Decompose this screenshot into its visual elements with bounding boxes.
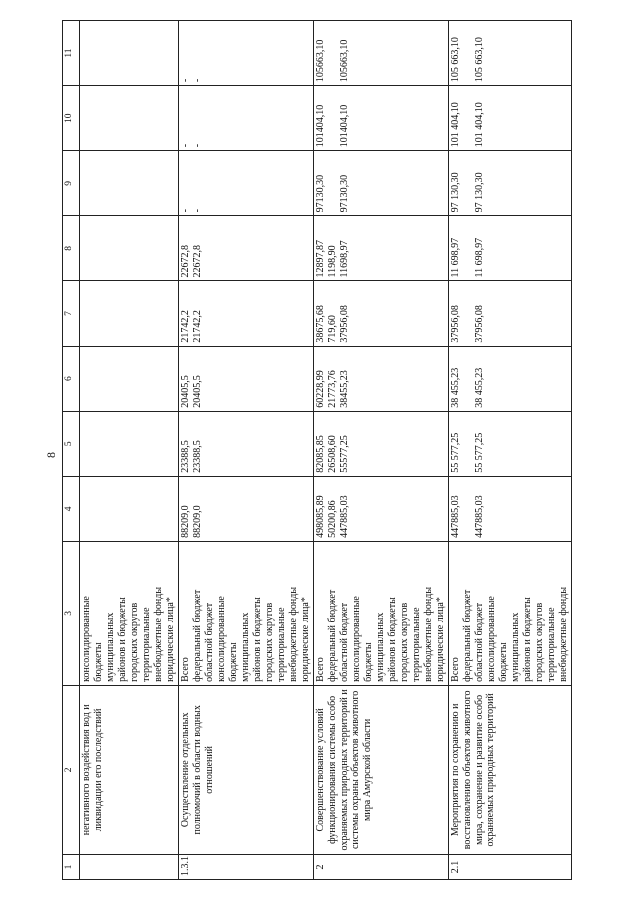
value-line: 38675,68	[315, 305, 326, 343]
value-cell	[449, 281, 572, 346]
column-header: 5	[63, 411, 80, 476]
value-line: -	[180, 143, 191, 148]
value-line: 22672,8	[180, 244, 191, 278]
value-cell	[80, 281, 179, 346]
budget-table	[62, 20, 572, 880]
funding-source-line: бюджеты	[498, 642, 509, 682]
funding-sources	[179, 541, 314, 685]
value-line: 21742,2	[192, 310, 203, 343]
value-line: 60228,99	[315, 370, 326, 408]
value-cell	[449, 151, 572, 216]
funding-source-line: внебюджетные фонды	[153, 586, 164, 682]
funding-source-line: районов и бюджеты	[252, 597, 263, 682]
funding-source-line: бюджеты	[93, 642, 104, 682]
funding-source-line: областной бюджет	[204, 602, 215, 682]
value-line: 101404,10	[315, 104, 326, 148]
value-cell	[80, 411, 179, 476]
value-line: 50200,86	[327, 500, 338, 538]
funding-sources	[80, 541, 179, 685]
value-line: 55 577,25	[450, 432, 461, 473]
funding-source-line: территориальные	[276, 607, 287, 682]
value-line: 38455,23	[339, 370, 350, 408]
value-cell	[80, 86, 179, 151]
value-line: 20405,5	[180, 375, 191, 408]
funding-source-line: муниципальных	[105, 612, 116, 682]
value-line: 88209,0	[180, 505, 191, 538]
value-line: -	[180, 209, 191, 213]
value-cell	[314, 216, 449, 281]
value-line	[462, 284, 474, 342]
funding-source-line: бюджеты	[228, 642, 239, 682]
value-line: 97 130,30	[474, 172, 485, 213]
value-line: 447885,03	[450, 495, 461, 538]
funding-source-line: Всего	[315, 657, 326, 682]
value-cell	[314, 21, 449, 86]
value-line: 38 455,23	[474, 367, 485, 408]
value-cell	[80, 476, 179, 541]
value-line: 105663,10	[315, 39, 326, 83]
value-line	[327, 154, 339, 212]
value-cell	[449, 476, 572, 541]
value-line	[327, 24, 339, 82]
funding-source-line: муниципальных	[375, 612, 386, 682]
value-line: 22672,8	[192, 244, 203, 278]
funding-source-line: консолидированные	[81, 596, 92, 682]
funding-source-line: городских округов	[534, 602, 545, 682]
value-cell	[80, 151, 179, 216]
value-cell	[179, 346, 314, 411]
value-cell	[80, 216, 179, 281]
value-line: -	[192, 78, 203, 83]
value-line	[462, 350, 474, 408]
funding-source-line: Всего	[450, 657, 461, 682]
value-line: 21773,76	[327, 370, 338, 408]
value-line: 21742,2	[180, 310, 191, 343]
value-line	[462, 219, 474, 277]
row-code: 2.1	[449, 854, 572, 879]
value-cell	[179, 411, 314, 476]
value-cell	[179, 216, 314, 281]
value-line: 447885,03	[339, 495, 350, 538]
funding-source-line: консолидированные	[486, 596, 497, 682]
funding-sources	[314, 541, 449, 685]
funding-source-line: федеральный бюджет	[462, 589, 473, 682]
header-row	[63, 21, 80, 880]
value-line: 101404,10	[339, 104, 350, 148]
column-header: 4	[63, 476, 80, 541]
funding-source-line: муниципальных	[240, 612, 251, 682]
funding-source-line: территориальные	[411, 607, 422, 682]
funding-source-line: областной бюджет	[474, 602, 485, 682]
value-line: 20405,5	[192, 375, 203, 408]
funding-source-line: муниципальных	[510, 612, 521, 682]
column-header: 2	[63, 685, 80, 854]
value-line: 101 404,10	[450, 102, 461, 148]
row-name: Совершенствование условий функционирования системы особо охраняемых природных территорий и системы охраны объектов животного мира Амурской области	[314, 685, 449, 854]
value-line: 55 577,25	[474, 432, 485, 473]
value-line: 37956,08	[450, 305, 461, 343]
value-cell	[314, 476, 449, 541]
value-line: 498085,89	[315, 495, 326, 538]
value-line	[462, 154, 474, 212]
value-line: 37956,08	[339, 305, 350, 343]
value-line	[327, 89, 339, 147]
value-cell	[449, 411, 572, 476]
rotated-table-wrapper	[62, 20, 622, 880]
funding-source-line: консолидированные	[216, 596, 227, 682]
value-line: 82085,85	[315, 435, 326, 473]
funding-source-line: консолидированные	[351, 596, 362, 682]
table-body	[80, 21, 572, 880]
value-line: 55577,25	[339, 435, 350, 473]
value-line	[462, 89, 474, 147]
funding-source-line: федеральный бюджет	[327, 589, 338, 682]
funding-source-line: юридические лица*	[435, 597, 446, 682]
value-line: 1198,90	[327, 245, 338, 278]
value-cell	[179, 21, 314, 86]
funding-source-line: городских округов	[399, 602, 410, 682]
value-line: 105 663,10	[450, 37, 461, 83]
column-header: 1	[63, 854, 80, 879]
value-line: 447885,03	[474, 495, 485, 538]
value-cell	[449, 346, 572, 411]
funding-source-line: территориальные	[141, 607, 152, 682]
value-cell	[179, 476, 314, 541]
funding-source-line: бюджеты	[363, 642, 374, 682]
value-line: 88209,0	[192, 505, 203, 538]
value-line	[462, 415, 474, 473]
value-cell	[179, 151, 314, 216]
column-header: 11	[63, 21, 80, 86]
value-cell	[449, 216, 572, 281]
row-code	[80, 854, 179, 879]
value-line: 11698,97	[339, 240, 350, 278]
value-line: 12897,87	[315, 239, 326, 278]
value-cell	[449, 86, 572, 151]
value-line: -	[180, 78, 191, 83]
column-header: 7	[63, 281, 80, 346]
column-header: 10	[63, 86, 80, 151]
table-row	[80, 21, 179, 880]
row-name: негативного воздействия вод и ликвидации его последствий	[80, 685, 179, 854]
table-row	[314, 21, 449, 880]
value-cell	[314, 151, 449, 216]
value-line: -	[192, 143, 203, 148]
value-cell	[80, 21, 179, 86]
value-line: 23388,5	[192, 440, 203, 473]
value-line: 38 455,23	[450, 367, 461, 408]
value-line: 11 698,97	[474, 237, 485, 278]
funding-source-line: внебюджетные фонды	[423, 586, 434, 682]
funding-source-line: федеральный бюджет	[192, 589, 203, 682]
funding-source-line: областной бюджет	[339, 602, 350, 682]
funding-source-line: юридические лица*	[165, 597, 176, 682]
value-line: 11 698,97	[450, 237, 461, 278]
row-name: Мероприятия по сохранению и восстановлению объектов животного мира, сохранение и развитие особо охраняемых природных территорий	[449, 685, 572, 854]
value-cell	[179, 281, 314, 346]
funding-source-line: юридические лица*	[300, 597, 311, 682]
row-code: 2	[314, 854, 449, 879]
column-header: 8	[63, 216, 80, 281]
table-row	[179, 21, 314, 880]
column-header: 9	[63, 151, 80, 216]
value-line: 37956,08	[474, 305, 485, 343]
funding-sources	[449, 541, 572, 685]
value-line	[462, 24, 474, 82]
funding-source-line: Всего	[180, 657, 191, 682]
page-number: 8	[44, 452, 58, 458]
value-line: 97 130,30	[450, 172, 461, 213]
value-cell	[449, 21, 572, 86]
funding-source-line: районов и бюджеты	[387, 597, 398, 682]
value-line: 26508,60	[327, 435, 338, 473]
value-cell	[314, 346, 449, 411]
funding-source-line: городских округов	[264, 602, 275, 682]
row-code: 1.3.1	[179, 854, 314, 879]
value-cell	[314, 411, 449, 476]
value-line: 105 663,10	[474, 37, 485, 83]
funding-source-line: внебюджетные фонды	[288, 586, 299, 682]
value-line: 23388,5	[180, 440, 191, 473]
value-cell	[314, 86, 449, 151]
value-line: 101 404,10	[474, 102, 485, 148]
row-name: Осуществление отдельных полномочий в области водных отношений	[179, 685, 314, 854]
value-cell	[314, 281, 449, 346]
column-header: 3	[63, 541, 80, 685]
funding-source-line: городских округов	[129, 602, 140, 682]
funding-source-line: районов и бюджеты	[117, 597, 128, 682]
funding-source-line: внебюджетные фонды	[558, 586, 569, 682]
value-line: -	[192, 209, 203, 213]
column-header: 6	[63, 346, 80, 411]
value-line: 97130,30	[339, 174, 350, 213]
table-row	[449, 21, 572, 880]
funding-source-line: районов и бюджеты	[522, 597, 533, 682]
value-line	[462, 480, 474, 538]
funding-source-line: территориальные	[546, 607, 557, 682]
value-line: 105663,10	[339, 39, 350, 83]
value-line: 97130,30	[315, 174, 326, 213]
value-cell	[179, 86, 314, 151]
value-cell	[80, 346, 179, 411]
value-line: 719,60	[327, 315, 338, 343]
